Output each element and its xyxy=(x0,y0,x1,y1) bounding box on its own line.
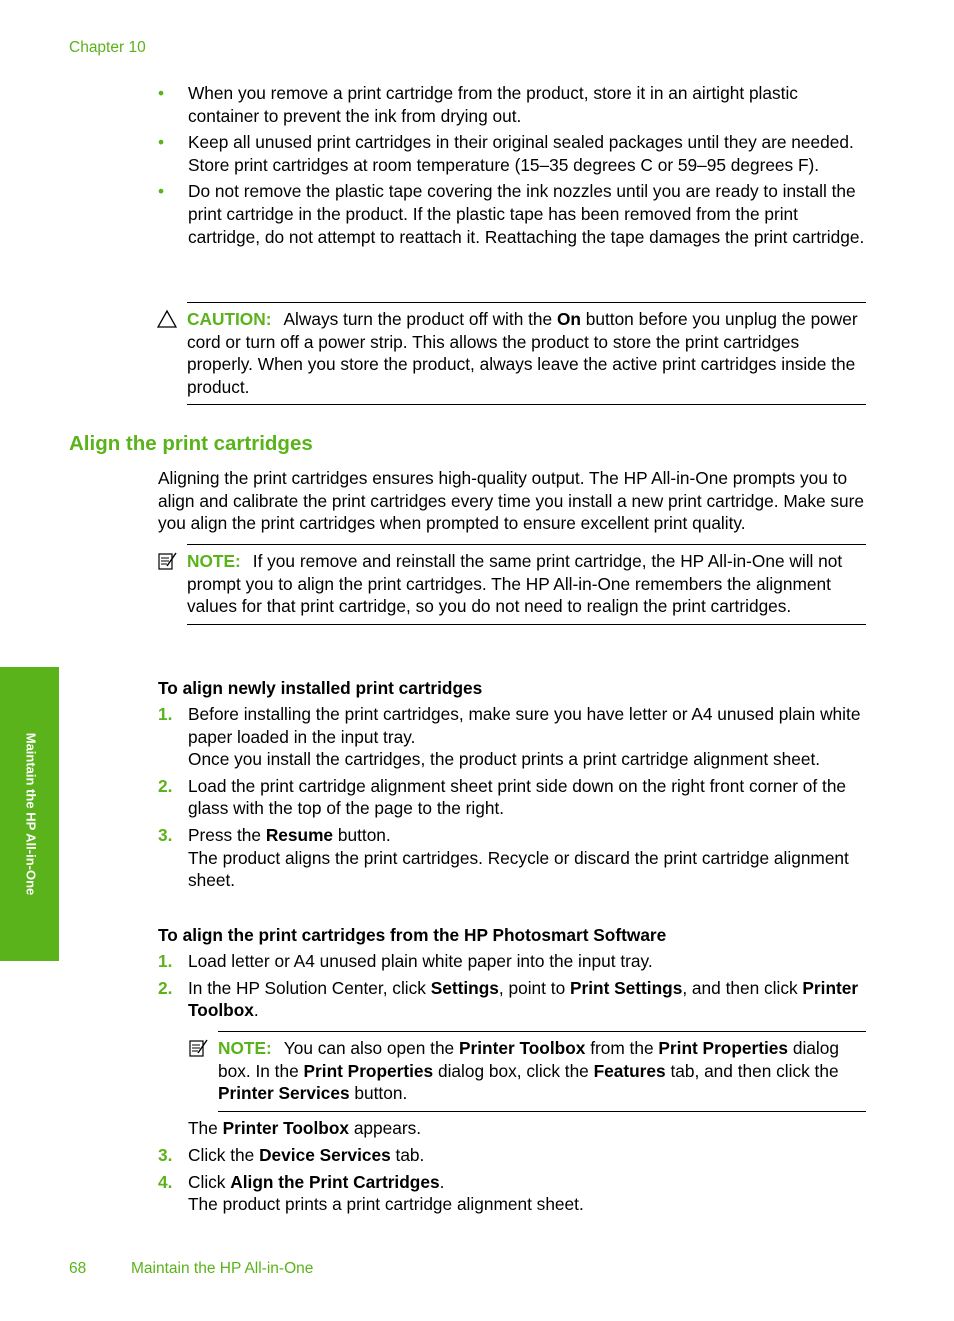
step-number: 4. xyxy=(158,1171,173,1192)
step-number: 3. xyxy=(158,824,173,845)
list-item: 2. Load the print cartridge alignment sheet print side down on the right front corner of the glass with the top of the page to the right. xyxy=(158,775,847,819)
list-item: 1. Before installing the print cartridges, make sure you have letter or A4 unused plain white paper loaded in the input tray. Once you install the cartridges, the product prints a print cartridge alignment sheet. xyxy=(158,704,861,770)
bullet-marker: • xyxy=(158,83,165,103)
bullet-marker: • xyxy=(158,132,165,153)
procedure-steps xyxy=(158,703,868,896)
step-number: 2. xyxy=(158,775,173,796)
list-item: 3. Click the Device Services tab. xyxy=(158,1145,425,1165)
note-callout: NOTE: You can also open the Printer Toolbox from the Print Properties dialog box. In the Print Properties dialog box, click the Features tab, and then click the Printer Services button. xyxy=(218,1031,866,1112)
step-number: 1. xyxy=(158,704,173,724)
chapter-thumb-tab-label: Maintain the HP All-in-One xyxy=(22,732,38,896)
list-item: • When you remove a print cartridge from the product, store it in an airtight plastic container to prevent the ink from drying out. xyxy=(158,83,798,126)
list-item: • Keep all unused print cartridges in their original sealed packages until they are needed. Store print cartridges at room temperature (15–35 degrees C or 59–95 degrees F). xyxy=(158,132,854,175)
list-item: 4. Click Align the Print Cartridges. The product prints a print cartridge alignment sheet. xyxy=(158,1171,584,1215)
caution-callout: CAUTION: Always turn the product off with the On button before you unplug the power cord or turn off a power strip. This allows the product to store the print cartridges properly. When you store the product, always leave the active print cartridges inside the product. xyxy=(187,302,866,405)
procedure-steps xyxy=(158,1144,868,1220)
note-label: NOTE: xyxy=(218,1038,272,1058)
caution-triangle-icon xyxy=(157,309,177,329)
storage-tips-list xyxy=(158,82,868,252)
list-item: 2. In the HP Solution Center, click Settings, point to Print Settings, and then click Printer Toolbox. xyxy=(158,977,859,1021)
note-callout: NOTE: If you remove and reinstall the same print cartridge, the HP All-in-One will not prompt you to align the print cartridges. The HP All-in-One remembers the alignment values for that print cartridge, so you do not need to realign the print cartridges. xyxy=(187,544,866,625)
footer-title: Maintain the HP All-in-One xyxy=(131,1260,314,1277)
step-number: 1. xyxy=(158,951,173,971)
step-number: 2. xyxy=(158,977,173,998)
step-result-text: The Printer Toolbox appears. xyxy=(188,1118,422,1138)
list-item: • Do not remove the plastic tape covering the ink nozzles until you are ready to install the print cartridge in the product. If the plastic tape has been removed from the print cartridge, do not attempt to reattach it. Reattaching the tape damages the print cartridge. xyxy=(158,181,865,247)
note-label: NOTE: xyxy=(187,551,241,571)
note-pad-icon xyxy=(188,1038,208,1058)
list-item: 1. Load letter or A4 unused plain white paper into the input tray. xyxy=(158,951,653,971)
note-pad-icon xyxy=(157,551,177,571)
footer-page-number: 68 xyxy=(69,1260,87,1277)
running-head-chapter: Chapter 10 xyxy=(69,39,146,56)
list-item: 3. Press the Resume button. The product aligns the print cartridges. Recycle or discard the print cartridge alignment sheet. xyxy=(158,824,849,891)
caution-label: CAUTION: xyxy=(187,309,272,329)
procedure-heading: To align newly installed print cartridges xyxy=(158,678,483,698)
section-intro: Aligning the print cartridges ensures high-quality output. The HP All-in-One prompts you to align and calibrate the print cartridges every time you install a new print cartridge. Make sure you align the print cartridges when prompted to ensure excellent print quality. xyxy=(158,468,864,534)
section-heading: Align the print cartridges xyxy=(69,432,313,455)
procedure-heading: To align the print cartridges from the HP Photosmart Software xyxy=(158,925,667,945)
step-number: 3. xyxy=(158,1145,173,1165)
bullet-marker: • xyxy=(158,181,165,202)
procedure-steps xyxy=(158,950,868,1026)
chapter-thumb-tab xyxy=(0,667,59,961)
